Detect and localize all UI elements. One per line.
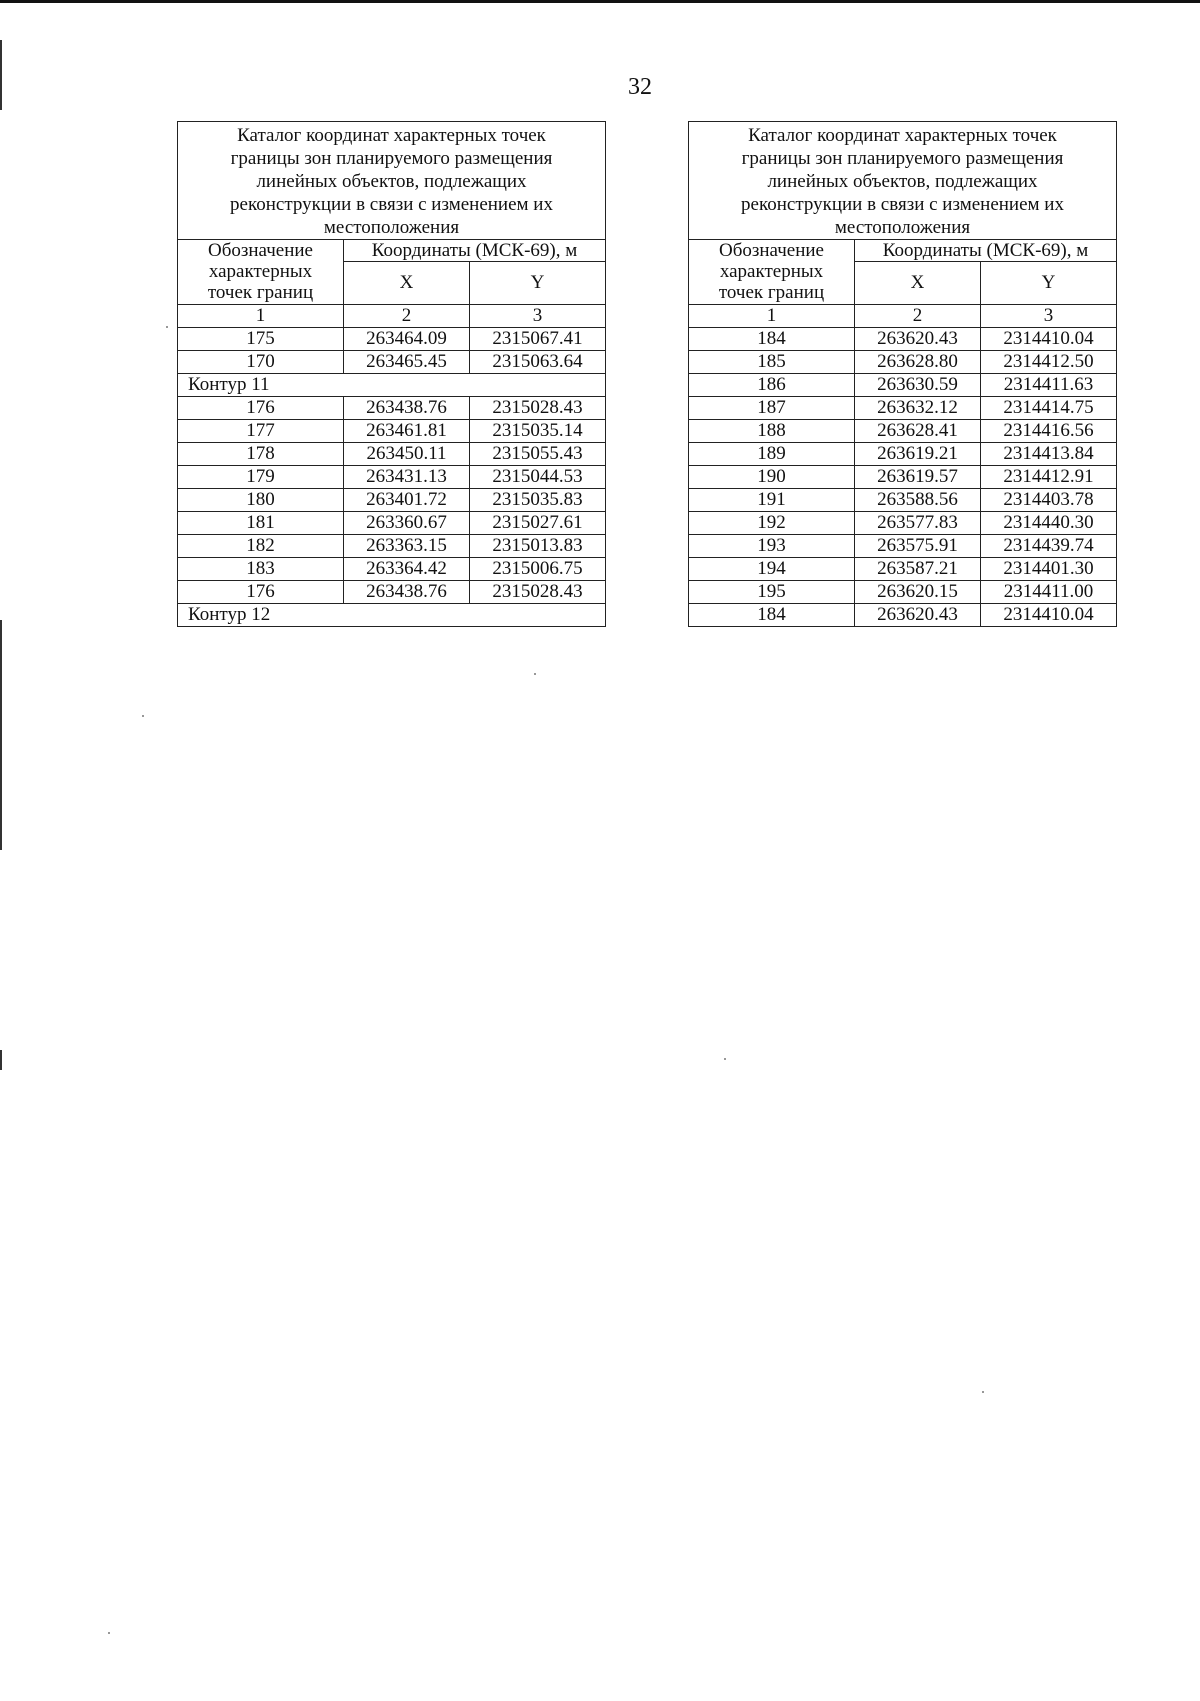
x-coordinate-cell: 263364.42 <box>344 558 470 581</box>
table-row <box>178 328 606 351</box>
y-header: Y <box>981 262 1117 305</box>
table-row <box>689 604 1117 627</box>
header-line: Обозначение <box>208 240 313 261</box>
header-line: точек границ <box>718 282 825 303</box>
caption-line: Каталог координат характерных точек <box>237 125 546 146</box>
y-coordinate-cell: 2314413.84 <box>981 443 1117 466</box>
scan-speck <box>534 673 536 675</box>
contour-row <box>178 374 606 397</box>
table-row <box>689 374 1117 397</box>
x-coordinate-cell: 263438.76 <box>344 397 470 420</box>
table-row <box>689 489 1117 512</box>
table-row <box>178 466 606 489</box>
x-header: X <box>855 262 981 305</box>
scan-speck <box>982 1391 984 1393</box>
y-coordinate-cell: 2314440.30 <box>981 512 1117 535</box>
y-coordinate-cell: 2314411.00 <box>981 581 1117 604</box>
contour-label: Контур 12 <box>178 604 606 627</box>
caption-line: линейных объектов, подлежащих <box>256 171 527 192</box>
coordinates-header: Координаты (МСК-69), м <box>855 240 1117 262</box>
point-id-cell: 195 <box>689 581 855 604</box>
point-id-cell: 176 <box>178 581 344 604</box>
x-header: X <box>344 262 470 305</box>
x-coordinate-cell: 263438.76 <box>344 581 470 604</box>
page-number: 32 <box>628 74 652 100</box>
table-row <box>689 466 1117 489</box>
table-row <box>178 512 606 535</box>
x-coordinate-cell: 263632.12 <box>855 397 981 420</box>
point-id-cell: 192 <box>689 512 855 535</box>
table-caption-row <box>689 122 1117 240</box>
column-number: 2 <box>855 305 981 328</box>
y-coordinate-cell: 2314439.74 <box>981 535 1117 558</box>
point-id-cell: 183 <box>178 558 344 581</box>
table-row <box>689 328 1117 351</box>
table-row <box>178 351 606 374</box>
point-id-cell: 180 <box>178 489 344 512</box>
y-coordinate-cell: 2314410.04 <box>981 604 1117 627</box>
column-number: 1 <box>689 305 855 328</box>
coordinate-catalog-table-left <box>177 121 606 627</box>
point-id-cell: 190 <box>689 466 855 489</box>
caption-line: реконструкции в связи с изменением их <box>741 194 1064 215</box>
scan-speck <box>142 715 144 717</box>
x-coordinate-cell: 263360.67 <box>344 512 470 535</box>
table-header-row <box>178 240 606 262</box>
y-coordinate-cell: 2314401.30 <box>981 558 1117 581</box>
column-number: 3 <box>981 305 1117 328</box>
x-coordinate-cell: 263465.45 <box>344 351 470 374</box>
point-id-cell: 178 <box>178 443 344 466</box>
coordinates-header: Координаты (МСК-69), м <box>344 240 606 262</box>
point-id-cell: 187 <box>689 397 855 420</box>
scan-speck <box>108 1632 110 1634</box>
scan-speck <box>724 1058 726 1060</box>
x-coordinate-cell: 263620.15 <box>855 581 981 604</box>
scan-border-top <box>0 0 1200 3</box>
table-row <box>689 397 1117 420</box>
y-coordinate-cell: 2314412.50 <box>981 351 1117 374</box>
point-label-header <box>689 240 855 305</box>
caption-line: границы зон планируемого размещения <box>230 148 553 169</box>
scan-border-left <box>0 40 2 110</box>
table-row <box>689 443 1117 466</box>
point-id-cell: 176 <box>178 397 344 420</box>
table-caption <box>689 122 1117 240</box>
caption-line: линейных объектов, подлежащих <box>767 171 1038 192</box>
point-id-cell: 177 <box>178 420 344 443</box>
point-id-cell: 189 <box>689 443 855 466</box>
header-line: точек границ <box>207 282 314 303</box>
x-coordinate-cell: 263464.09 <box>344 328 470 351</box>
point-id-cell: 191 <box>689 489 855 512</box>
table-row <box>689 512 1117 535</box>
y-coordinate-cell: 2315013.83 <box>470 535 606 558</box>
table-row <box>689 420 1117 443</box>
contour-row <box>178 604 606 627</box>
y-coordinate-cell: 2315028.43 <box>470 397 606 420</box>
contour-label: Контур 11 <box>178 374 606 397</box>
y-coordinate-cell: 2314412.91 <box>981 466 1117 489</box>
table-caption <box>178 122 606 240</box>
x-coordinate-cell: 263619.57 <box>855 466 981 489</box>
point-id-cell: 182 <box>178 535 344 558</box>
point-id-cell: 184 <box>689 604 855 627</box>
y-coordinate-cell: 2314411.63 <box>981 374 1117 397</box>
x-coordinate-cell: 263588.56 <box>855 489 981 512</box>
caption-line: реконструкции в связи с изменением их <box>230 194 553 215</box>
scan-border-left <box>0 1050 2 1070</box>
y-coordinate-cell: 2315035.14 <box>470 420 606 443</box>
x-coordinate-cell: 263628.80 <box>855 351 981 374</box>
scan-border-left <box>0 620 2 850</box>
x-coordinate-cell: 263619.21 <box>855 443 981 466</box>
header-line: характерных <box>719 261 824 282</box>
caption-line: местоположения <box>323 217 460 238</box>
y-coordinate-cell: 2315055.43 <box>470 443 606 466</box>
table-row <box>178 558 606 581</box>
y-coordinate-cell: 2314414.75 <box>981 397 1117 420</box>
column-number-row <box>178 305 606 328</box>
column-number: 2 <box>344 305 470 328</box>
table-row <box>178 581 606 604</box>
table-row <box>178 489 606 512</box>
x-coordinate-cell: 263401.72 <box>344 489 470 512</box>
y-coordinate-cell: 2315035.83 <box>470 489 606 512</box>
x-coordinate-cell: 263577.83 <box>855 512 981 535</box>
caption-line: границы зон планируемого размещения <box>741 148 1064 169</box>
y-coordinate-cell: 2315044.53 <box>470 466 606 489</box>
header-line: Обозначение <box>719 240 824 261</box>
header-line: характерных <box>208 261 313 282</box>
point-label-header <box>178 240 344 305</box>
y-coordinate-cell: 2315063.64 <box>470 351 606 374</box>
table-row <box>178 535 606 558</box>
point-id-cell: 193 <box>689 535 855 558</box>
scan-speck <box>166 326 168 328</box>
x-coordinate-cell: 263587.21 <box>855 558 981 581</box>
caption-line: Каталог координат характерных точек <box>748 125 1057 146</box>
x-coordinate-cell: 263620.43 <box>855 328 981 351</box>
point-id-cell: 194 <box>689 558 855 581</box>
caption-line: местоположения <box>834 217 971 238</box>
point-id-cell: 184 <box>689 328 855 351</box>
y-coordinate-cell: 2314403.78 <box>981 489 1117 512</box>
column-number-row <box>689 305 1117 328</box>
table-row <box>178 420 606 443</box>
x-coordinate-cell: 263431.13 <box>344 466 470 489</box>
table-row <box>689 535 1117 558</box>
y-coordinate-cell: 2315006.75 <box>470 558 606 581</box>
point-id-cell: 175 <box>178 328 344 351</box>
table-row <box>689 581 1117 604</box>
x-coordinate-cell: 263450.11 <box>344 443 470 466</box>
table-header-row <box>689 240 1117 262</box>
point-id-cell: 179 <box>178 466 344 489</box>
y-coordinate-cell: 2314410.04 <box>981 328 1117 351</box>
y-coordinate-cell: 2315028.43 <box>470 581 606 604</box>
point-id-cell: 181 <box>178 512 344 535</box>
point-id-cell: 185 <box>689 351 855 374</box>
x-coordinate-cell: 263630.59 <box>855 374 981 397</box>
x-coordinate-cell: 263363.15 <box>344 535 470 558</box>
table-row <box>178 397 606 420</box>
x-coordinate-cell: 263628.41 <box>855 420 981 443</box>
x-coordinate-cell: 263575.91 <box>855 535 981 558</box>
table-row <box>178 443 606 466</box>
point-id-cell: 188 <box>689 420 855 443</box>
column-number: 1 <box>178 305 344 328</box>
y-coordinate-cell: 2315067.41 <box>470 328 606 351</box>
point-id-cell: 170 <box>178 351 344 374</box>
y-coordinate-cell: 2315027.61 <box>470 512 606 535</box>
table-row <box>689 558 1117 581</box>
point-id-cell: 186 <box>689 374 855 397</box>
x-coordinate-cell: 263461.81 <box>344 420 470 443</box>
column-number: 3 <box>470 305 606 328</box>
y-header: Y <box>470 262 606 305</box>
y-coordinate-cell: 2314416.56 <box>981 420 1117 443</box>
table-row <box>689 351 1117 374</box>
x-coordinate-cell: 263620.43 <box>855 604 981 627</box>
table-caption-row <box>178 122 606 240</box>
coordinate-catalog-table-right <box>688 121 1117 627</box>
